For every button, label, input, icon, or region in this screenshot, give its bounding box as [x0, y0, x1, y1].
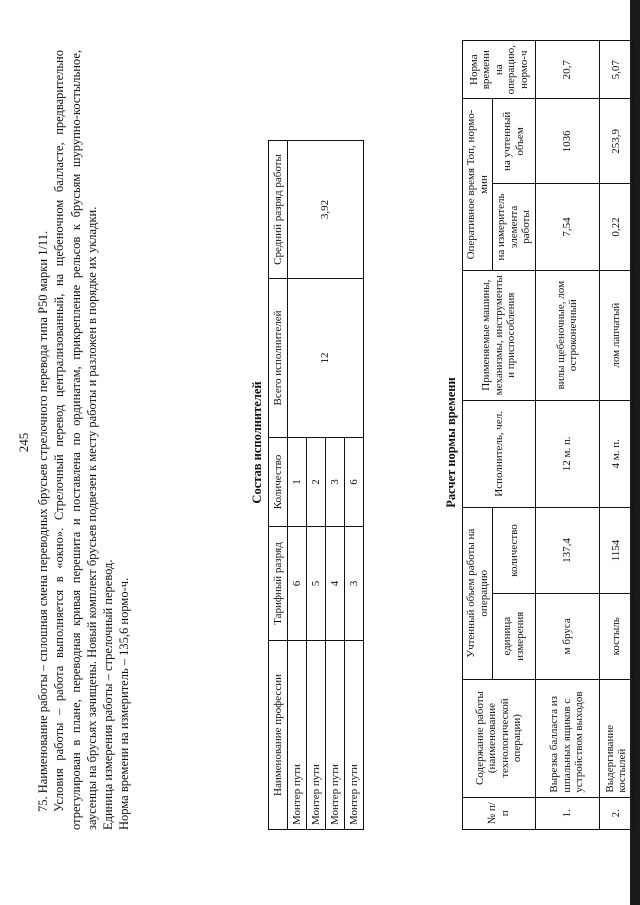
header-qty: количество	[493, 507, 536, 593]
calc-table	[462, 40, 634, 830]
rotated-page	[10, 0, 630, 885]
table-row	[599, 41, 633, 830]
count-cell: 1	[288, 438, 307, 527]
num-cell: 1.	[535, 797, 599, 829]
staff-table	[268, 140, 364, 830]
profession-cell: Монтер пути	[326, 641, 345, 830]
profession-cell: Монтер пути	[288, 641, 307, 830]
time-norm-line: Норма времени на измеритель – 135,6 нормо-ч.	[117, 577, 132, 830]
grade-cell: 5	[307, 527, 326, 641]
count-cell: 6	[345, 438, 364, 527]
profession-cell: Монтер пути	[307, 641, 326, 830]
norm-cell: 20,7	[535, 41, 599, 99]
table-row	[535, 41, 599, 830]
header-tools: Применяемые машины, механизмы, инструменты и приспособления	[463, 270, 536, 400]
qty-cell: 1154	[599, 507, 633, 593]
staff-table-header	[269, 141, 288, 830]
performers-cell: 12 м. п.	[535, 400, 599, 507]
measure-unit-line: Единица измерения работы – стрелочный перевод.	[101, 559, 116, 830]
count-cell: 3	[326, 438, 345, 527]
header-total: Всего исполнителей	[269, 279, 288, 438]
header-num: № п/п	[463, 797, 536, 829]
avg-grade-cell: 3,92	[288, 141, 364, 279]
content-cell: Вырезка балласта из шпальных ящиков с устройством выходов	[535, 679, 599, 797]
calc-table-title: Расчет нормы времени	[444, 377, 458, 508]
header-avg-grade: Средний разряд работы	[269, 141, 288, 279]
staff-table-title: Состав исполнителей	[250, 381, 264, 504]
header-norm: Норма времени на операцию, нормо-ч	[463, 41, 536, 99]
table-row	[288, 141, 307, 830]
tools-cell: лом лапчатый	[599, 270, 633, 400]
total-cell: 12	[288, 279, 364, 438]
per-unit-cell: 0,22	[599, 184, 633, 270]
performers-cell: 4 м. п.	[599, 400, 633, 507]
grade-cell: 6	[288, 527, 307, 641]
per-volume-cell: 253,9	[599, 99, 633, 184]
unit-cell: м бруса	[535, 594, 599, 680]
per-unit-cell: 7,54	[535, 184, 599, 270]
header-per-volume: на учтенный объем	[493, 99, 536, 184]
qty-cell: 137,4	[535, 507, 599, 593]
work-conditions: Условия работы – работа выполняется в «окно». Стрелочный перевод централизованный, на щебеночном балласте, предварительно отрегулирован в плане, переводная кривая перешита и поставлена по ординатам, прикрепление рельсов к брусьям шурупно-костыльное, заусенцы на брусьях зачищены. Новый комплект брусьев подвезен к месту работы и разложен в порядке их укладки.	[52, 50, 99, 830]
work-title-line: 75. Наименование работы – сплошная смена переводных брусьев стрелочного перевода типа Р50 марки 1/11.	[36, 230, 50, 812]
tools-cell: вилы щебеночные, лом остроконечный	[535, 270, 599, 400]
header-count: Количество	[269, 438, 288, 527]
page-number: 245	[16, 432, 31, 453]
count-cell: 2	[307, 438, 326, 527]
header-grade: Тарифный разряд	[269, 527, 288, 641]
header-volume-group: Учтенный объем работы на операцию	[463, 507, 493, 679]
header-performers: Исполнитель, чел.	[463, 400, 536, 507]
header-per-unit: на измеритель элемента работы	[493, 184, 536, 270]
work-description	[35, 50, 133, 830]
unit-cell: костыль	[599, 594, 633, 680]
header-optime-group: Оперативное время Топ, нормо-мин	[463, 99, 493, 270]
calc-table-header	[463, 41, 493, 830]
num-cell: 2.	[599, 797, 633, 829]
grade-cell: 3	[345, 527, 364, 641]
header-profession: Наименование профессии	[269, 641, 288, 830]
header-unit: единица измерения	[493, 594, 536, 680]
content-cell: Выдергивание костылей	[599, 679, 633, 797]
grade-cell: 4	[326, 527, 345, 641]
header-content: Содержание работы (наименование технологической операции)	[463, 679, 536, 797]
profession-cell: Монтер пути	[345, 641, 364, 830]
norm-cell: 5,07	[599, 41, 633, 99]
per-volume-cell: 1036	[535, 99, 599, 184]
